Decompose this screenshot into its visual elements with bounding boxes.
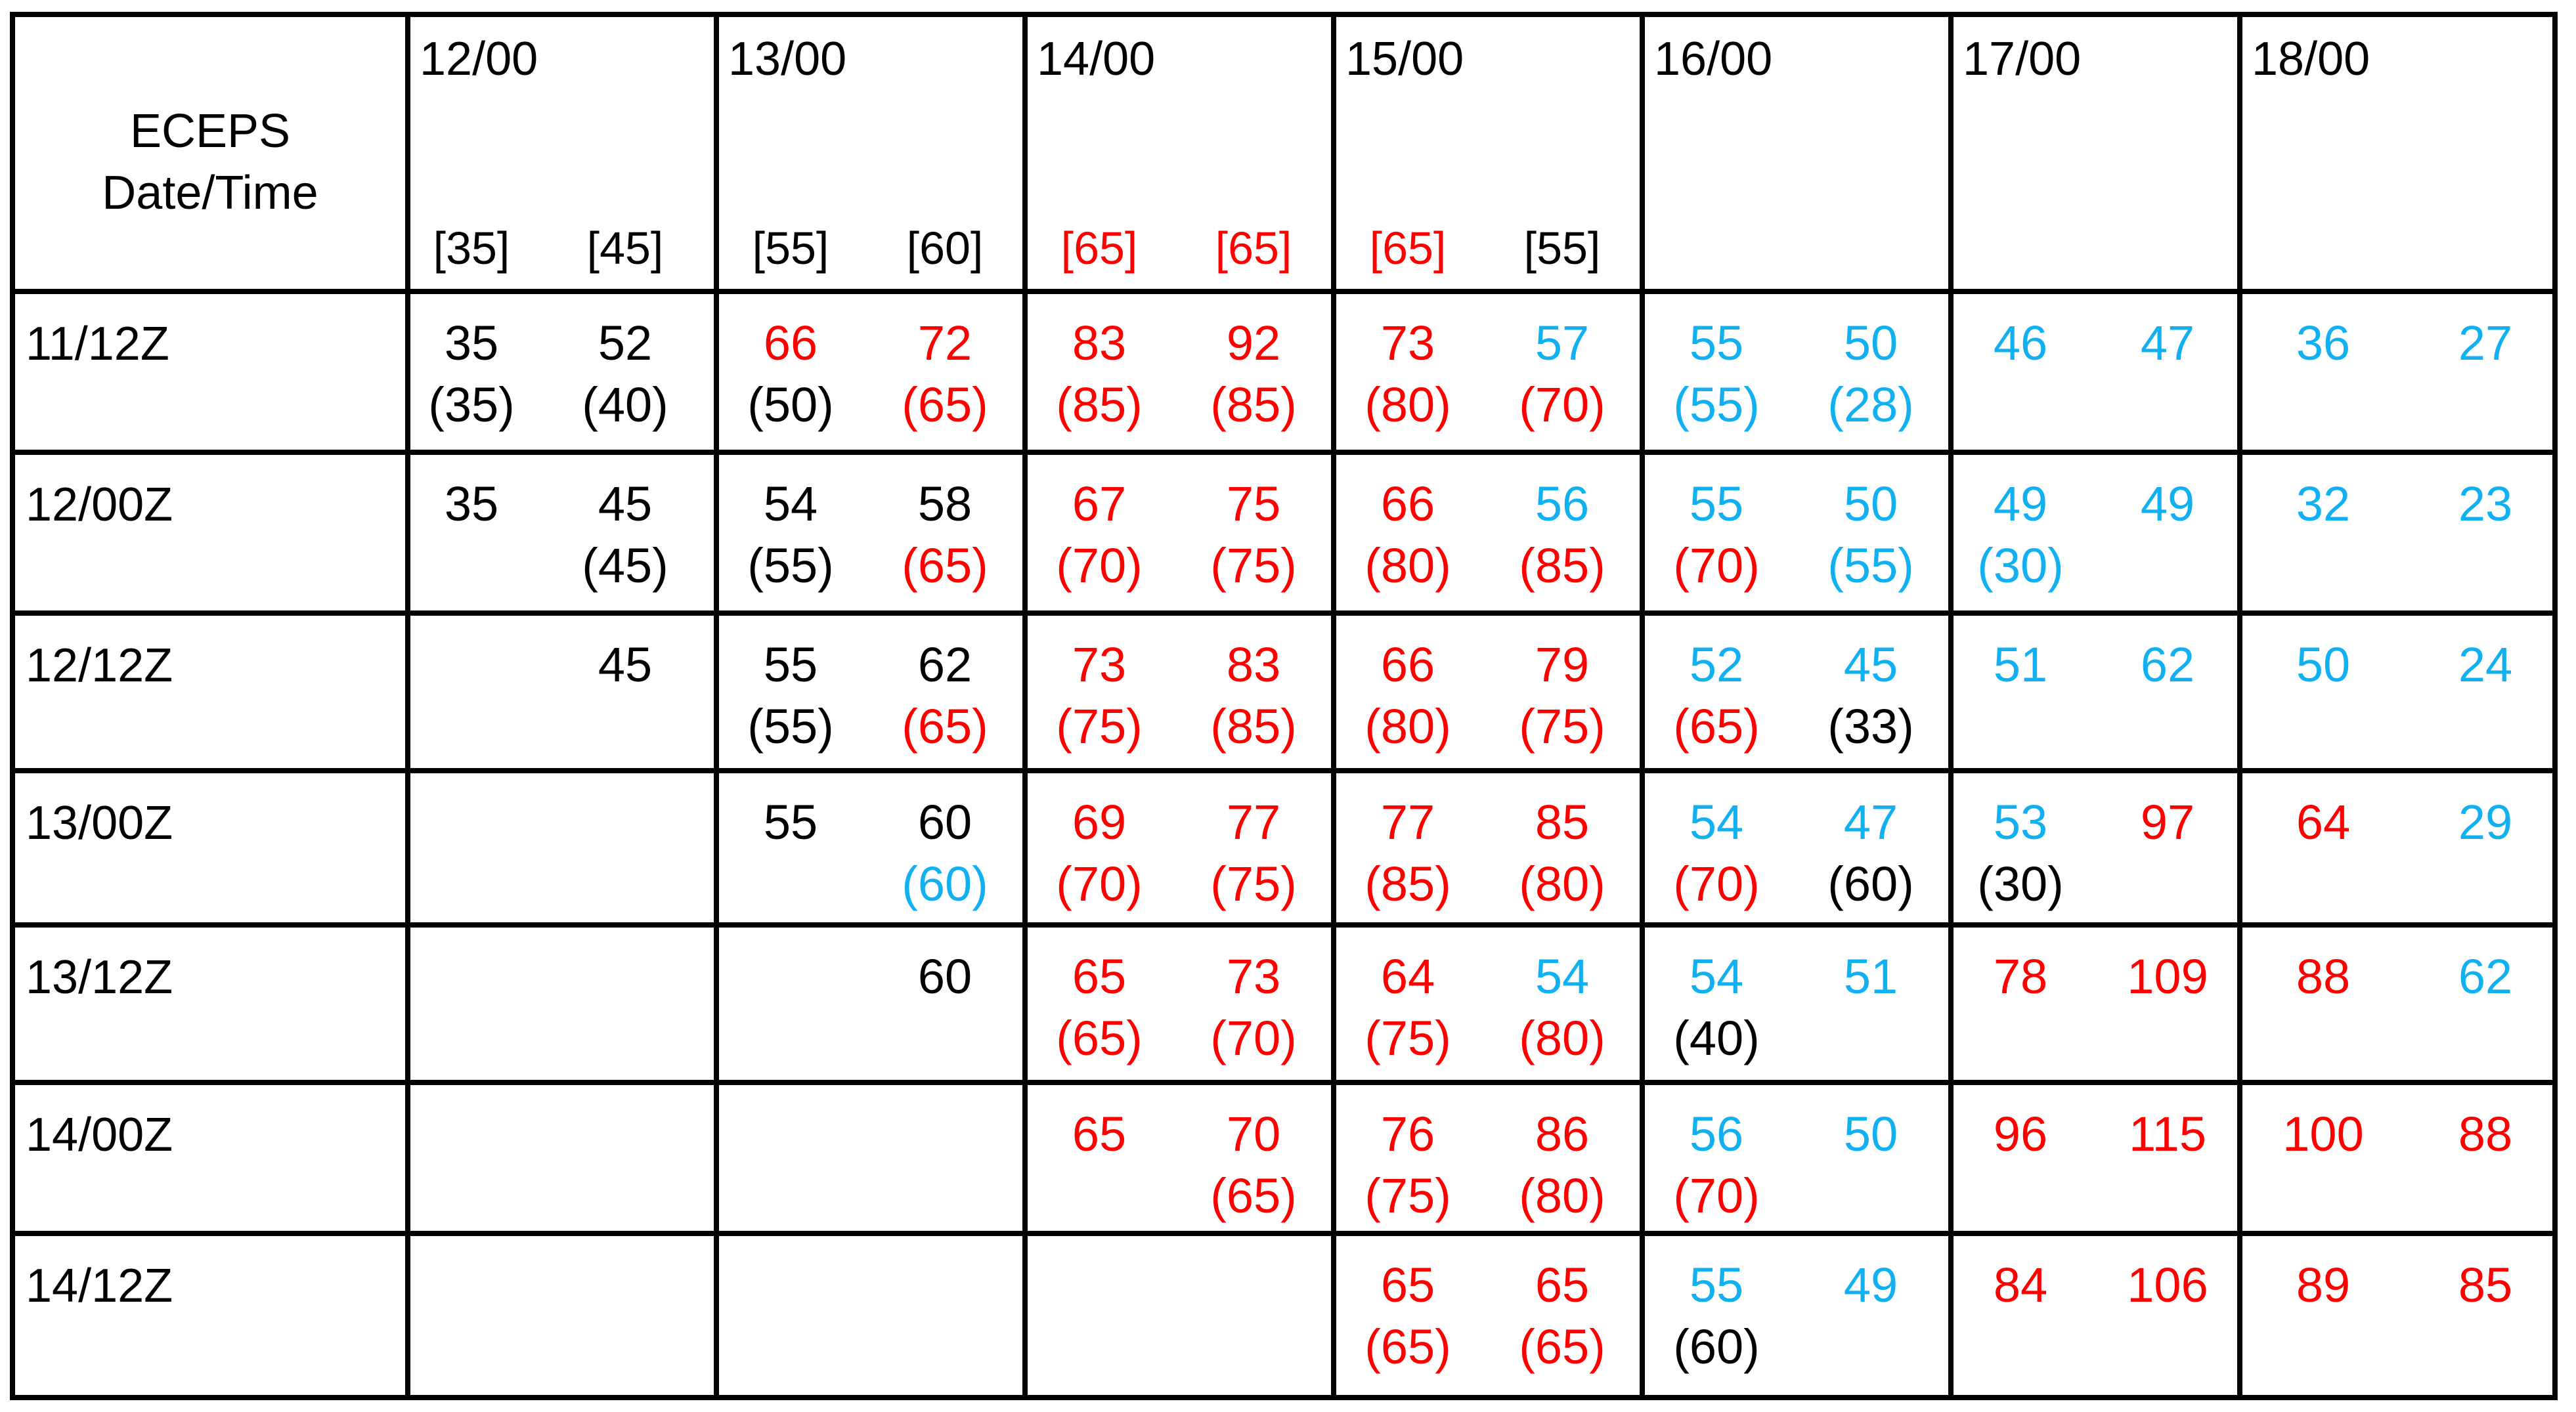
cell-paren-value: (45) — [582, 538, 668, 593]
cell-value: 83 — [1226, 637, 1281, 692]
grid-horizontal-line — [10, 1231, 2558, 1236]
cell-paren-value: (28) — [1827, 377, 1914, 432]
cell-value: 106 — [2127, 1258, 2208, 1312]
cell-value: 54 — [763, 477, 818, 531]
cell-value: 47 — [2140, 316, 2195, 370]
cell-paren-value: (75) — [1364, 1011, 1451, 1065]
cell-value: 76 — [1380, 1107, 1435, 1161]
cell-paren-value: (75) — [1519, 699, 1605, 754]
cell-value: 77 — [1226, 795, 1281, 849]
cell-value: 62 — [2140, 637, 2195, 692]
cell-value: 109 — [2127, 949, 2208, 1004]
grid-vertical-line — [1640, 12, 1645, 1400]
cell-value: 52 — [1689, 637, 1744, 692]
cell-value: 89 — [2296, 1258, 2351, 1312]
cell-paren-value: (65) — [902, 699, 988, 754]
row-run-label: 13/00Z — [26, 797, 173, 849]
cell-paren-value: (65) — [1056, 1011, 1143, 1065]
cell-value: 65 — [1380, 1258, 1435, 1312]
cell-paren-value: (80) — [1364, 699, 1451, 754]
cell-value: 67 — [1072, 477, 1127, 531]
cell-value: 51 — [1993, 637, 2048, 692]
cell-value: 50 — [1843, 1107, 1898, 1161]
cell-value: 64 — [2296, 795, 2351, 849]
cell-value: 56 — [1535, 477, 1590, 531]
corner-header-line: ECEPS — [129, 105, 291, 158]
cell-paren-value: (55) — [747, 538, 834, 593]
cell-value: 55 — [763, 795, 818, 849]
cell-value: 92 — [1226, 316, 1281, 370]
cell-paren-value: (80) — [1364, 377, 1451, 432]
column-day-header: 16/00 — [1654, 33, 1773, 85]
grid-horizontal-line — [10, 922, 2558, 928]
grid-horizontal-line — [10, 1395, 2558, 1400]
cell-paren-value: (75) — [1364, 1168, 1451, 1223]
grid-vertical-line — [405, 12, 410, 1400]
grid-horizontal-line — [10, 12, 2558, 17]
cell-value: 58 — [917, 477, 972, 531]
cell-value: 65 — [1072, 1107, 1127, 1161]
cell-paren-value: (80) — [1519, 857, 1605, 911]
cell-paren-value: (55) — [747, 699, 834, 754]
cell-paren-value: (85) — [1364, 857, 1451, 911]
grid-vertical-line — [2237, 12, 2242, 1400]
cell-paren-value: (80) — [1519, 1011, 1605, 1065]
cell-value: 52 — [598, 316, 653, 370]
cell-value: 69 — [1072, 795, 1127, 849]
cell-value: 50 — [1843, 477, 1898, 531]
column-bracket-value: [55] — [1523, 223, 1601, 274]
cell-paren-value: (60) — [1827, 857, 1914, 911]
cell-paren-value: (70) — [1519, 377, 1605, 432]
column-bracket-value: [55] — [752, 223, 829, 274]
cell-paren-value: (80) — [1364, 538, 1451, 593]
cell-paren-value: (75) — [1210, 857, 1297, 911]
cell-value: 73 — [1226, 949, 1281, 1004]
cell-value: 55 — [1689, 1258, 1744, 1312]
grid-vertical-line — [714, 12, 719, 1400]
cell-value: 70 — [1226, 1107, 1281, 1161]
column-bracket-value: [65] — [1215, 223, 1292, 274]
column-day-header: 15/00 — [1345, 33, 1464, 85]
cell-paren-value: (30) — [1977, 538, 2064, 593]
cell-value: 45 — [598, 637, 653, 692]
cell-value: 88 — [2296, 949, 2351, 1004]
cell-paren-value: (75) — [1056, 699, 1143, 754]
cell-value: 53 — [1993, 795, 2048, 849]
cell-paren-value: (65) — [1210, 1168, 1297, 1223]
cell-value: 54 — [1689, 949, 1744, 1004]
cell-value: 49 — [1843, 1258, 1898, 1312]
row-run-label: 14/00Z — [26, 1109, 173, 1161]
column-bracket-value: [65] — [1369, 223, 1447, 274]
cell-value: 57 — [1535, 316, 1590, 370]
cell-value: 88 — [2458, 1107, 2513, 1161]
cell-value: 35 — [444, 477, 499, 531]
cell-paren-value: (65) — [1519, 1319, 1605, 1374]
cell-paren-value: (85) — [1210, 377, 1297, 432]
grid-vertical-line — [1022, 12, 1028, 1400]
cell-value: 65 — [1535, 1258, 1590, 1312]
cell-value: 55 — [1689, 477, 1744, 531]
cell-value: 60 — [917, 949, 972, 1004]
cell-value: 115 — [2129, 1107, 2206, 1161]
cell-paren-value: (50) — [747, 377, 834, 432]
cell-paren-value: (70) — [1056, 857, 1143, 911]
cell-paren-value: (33) — [1827, 699, 1914, 754]
row-run-label: 12/12Z — [26, 639, 173, 692]
column-day-header: 13/00 — [728, 33, 847, 85]
cell-paren-value: (60) — [902, 857, 988, 911]
cell-paren-value: (40) — [1673, 1011, 1760, 1065]
grid-horizontal-line — [10, 1080, 2558, 1085]
cell-value: 51 — [1843, 949, 1898, 1004]
cell-value: 55 — [1689, 316, 1744, 370]
cell-paren-value: (85) — [1056, 377, 1143, 432]
cell-value: 85 — [1535, 795, 1590, 849]
cell-value: 83 — [1072, 316, 1127, 370]
cell-paren-value: (70) — [1673, 538, 1760, 593]
row-run-label: 12/00Z — [26, 479, 173, 531]
cell-value: 84 — [1993, 1258, 2048, 1312]
cell-value: 77 — [1380, 795, 1435, 849]
cell-value: 32 — [2296, 477, 2351, 531]
grid-horizontal-line — [10, 610, 2558, 616]
cell-value: 54 — [1689, 795, 1744, 849]
row-run-label: 13/12Z — [26, 951, 173, 1004]
column-day-header: 14/00 — [1037, 33, 1156, 85]
cell-value: 46 — [1993, 316, 2048, 370]
cell-value: 62 — [2458, 949, 2513, 1004]
cell-value: 45 — [1843, 637, 1898, 692]
row-run-label: 14/12Z — [26, 1260, 173, 1312]
cell-paren-value: (65) — [1364, 1319, 1451, 1374]
cell-paren-value: (65) — [1673, 699, 1760, 754]
row-run-label: 11/12Z — [26, 318, 169, 370]
grid-vertical-line — [1948, 12, 1954, 1400]
cell-paren-value: (85) — [1519, 538, 1605, 593]
cell-value: 55 — [763, 637, 818, 692]
column-bracket-value: [35] — [433, 223, 510, 274]
cell-value: 78 — [1993, 949, 2048, 1004]
column-bracket-value: [60] — [906, 223, 984, 274]
cell-value: 79 — [1535, 637, 1590, 692]
cell-value: 96 — [1993, 1107, 2048, 1161]
cell-value: 73 — [1380, 316, 1435, 370]
grid-vertical-line — [2552, 12, 2558, 1400]
cell-value: 73 — [1072, 637, 1127, 692]
cell-value: 100 — [2282, 1107, 2364, 1161]
cell-value: 66 — [763, 316, 818, 370]
cell-paren-value: (30) — [1977, 857, 2064, 911]
column-bracket-value: [45] — [586, 223, 664, 274]
cell-value: 47 — [1843, 795, 1898, 849]
cell-value: 45 — [598, 477, 653, 531]
corner-header-line: Date/Time — [102, 167, 318, 219]
cell-value: 64 — [1380, 949, 1435, 1004]
cell-value: 56 — [1689, 1107, 1744, 1161]
cell-value: 54 — [1535, 949, 1590, 1004]
grid-vertical-line — [10, 12, 15, 1400]
cell-value: 62 — [917, 637, 972, 692]
column-bracket-value: [65] — [1060, 223, 1138, 274]
cell-value: 75 — [1226, 477, 1281, 531]
column-day-header: 12/00 — [420, 33, 538, 85]
cell-value: 86 — [1535, 1107, 1590, 1161]
cell-value: 60 — [917, 795, 972, 849]
grid-horizontal-line — [10, 450, 2558, 455]
cell-paren-value: (85) — [1210, 699, 1297, 754]
cell-value: 65 — [1072, 949, 1127, 1004]
cell-value: 50 — [2296, 637, 2351, 692]
cell-paren-value: (65) — [902, 377, 988, 432]
cell-paren-value: (75) — [1210, 538, 1297, 593]
cell-value: 27 — [2458, 316, 2513, 370]
cell-value: 29 — [2458, 795, 2513, 849]
cell-value: 36 — [2296, 316, 2351, 370]
cell-value: 50 — [1843, 316, 1898, 370]
cell-value: 23 — [2458, 477, 2513, 531]
grid-horizontal-line — [10, 768, 2558, 773]
cell-paren-value: (70) — [1673, 857, 1760, 911]
grid-horizontal-line — [10, 289, 2558, 294]
cell-value: 85 — [2458, 1258, 2513, 1312]
cell-paren-value: (70) — [1056, 538, 1143, 593]
corner-header — [15, 100, 405, 224]
column-day-header: 18/00 — [2252, 33, 2370, 85]
cell-value: 66 — [1380, 637, 1435, 692]
cell-value: 24 — [2458, 637, 2513, 692]
cell-value: 49 — [1993, 477, 2048, 531]
cell-value: 35 — [444, 316, 499, 370]
cell-value: 72 — [917, 316, 972, 370]
cell-paren-value: (55) — [1673, 377, 1760, 432]
cell-paren-value: (80) — [1519, 1168, 1605, 1223]
column-day-header: 17/00 — [1963, 33, 2082, 85]
cell-value: 97 — [2140, 795, 2195, 849]
cell-value: 66 — [1380, 477, 1435, 531]
cell-paren-value: (70) — [1673, 1168, 1760, 1223]
cell-paren-value: (40) — [582, 377, 668, 432]
cell-value: 49 — [2140, 477, 2195, 531]
cell-paren-value: (70) — [1210, 1011, 1297, 1065]
cell-paren-value: (55) — [1827, 538, 1914, 593]
cell-paren-value: (65) — [902, 538, 988, 593]
cell-paren-value: (60) — [1673, 1319, 1760, 1374]
grid-vertical-line — [1331, 12, 1336, 1400]
cell-paren-value: (35) — [428, 377, 515, 432]
